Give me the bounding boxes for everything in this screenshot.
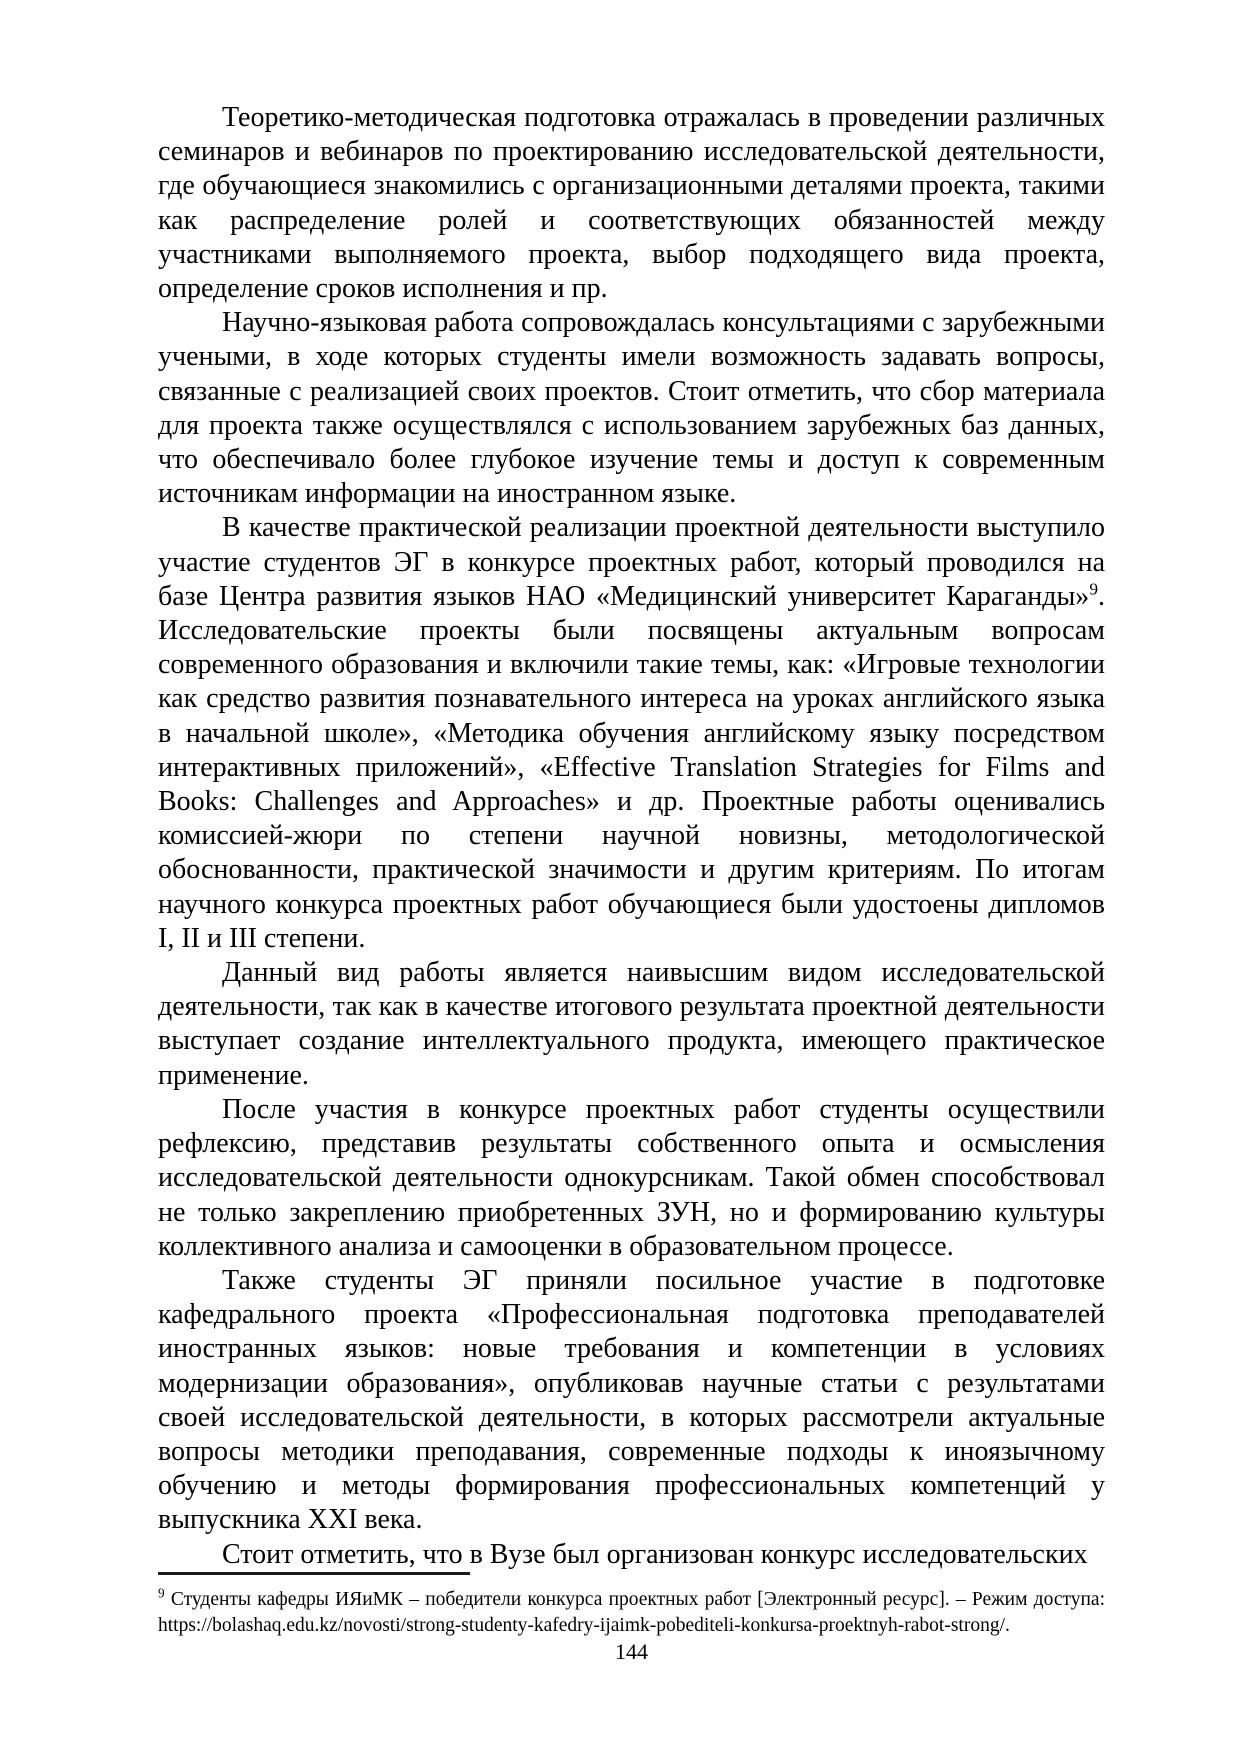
paragraph-3-text-after-ref: . Исследовательские проекты были посвящены актуальным вопросам современного образования и включили такие темы, как: «Игровые технологии как средство развития познавательного интереса на уроках английского языка в начальной школе», «Методика обучения английскому языку посредством интерактивных приложений», «Effective Translation Strategies for Films and Books: Challenges and Approaches» и др. Проектные работы оценивались комиссией-жюри по степени научной новизны, методологической обоснованности, практической значимости и другим критериям. По итогам научного конкурса проектных работ обучающиеся были удостоены дипломов I, II и III степени.: [158, 580, 1105, 954]
page-number: 144: [615, 1639, 648, 1664]
paragraph-3-text-before-ref: В качестве практической реализации проектной деятельности выступило участие студентов ЭГ в конкурсе проектных работ, который проводился на базе Центра развития языков НАО «Медицинский университет Караганды»: [158, 512, 1105, 612]
paragraph-2: Научно-языковая работа сопровождалась консультациями с зарубежными учеными, в ходе которых студенты имели возможность задавать вопросы, связанные с реализацией своих проектов. Стоит отметить, что сбор материала для проекта также осуществлялся с использованием зарубежных баз данных, что обеспечивало более глубокое изучение темы и доступ к современным источникам информации на иностранном языке.: [158, 307, 1105, 510]
paragraph-7: Стоит отметить, что в Вузе был организован конкурс исследовательских: [222, 1538, 1088, 1570]
paragraph-3: [158, 511, 1105, 956]
footnote-block: [158, 1572, 1105, 1638]
paragraph-5: После участия в конкурсе проектных работ студенты осуществили рефлексию, представив результаты собственного опыта и осмысления исследовательской деятельности однокурсникам. Такой обмен способствовал не только закреплению приобретенных ЗУН, но и формированию культуры коллективного анализа и самооценки в образовательном процессе.: [158, 1093, 1105, 1262]
footnote-reference: 9: [1089, 579, 1098, 599]
footnote-text: Студенты кафедры ИЯиМК – победители конкурса проектных работ [Электронный ресурс]. – Режим доступа: https://bolashaq.edu.kz/novosti/strong-studenty-kafedry-ijaimk-pobediteli-konkursa-proektnyh-rabot-strong/.: [158, 1589, 1105, 1636]
paragraph-6: Также студенты ЭГ приняли посильное участие в подготовке кафедрального проекта «Профессиональная подготовка преподавателей иностранных языков: новые требования и компетенции в условиях модернизации образования», опубликовав научные статьи с результатами своей исследовательской деятельности, в которых рассмотрели актуальные вопросы методики преподавания, современные подходы к иноязычному обучению и методы формирования профессиональных компетенций у выпускника XXI века.: [158, 1264, 1105, 1536]
paragraph-4: Данный вид работы является наивысшим видом исследовательской деятельности, так как в качестве итогового результата проектной деятельности выступает создание интеллектуального продукта, имеющего практическое применение.: [158, 957, 1105, 1091]
footnote-marker: 9: [158, 1585, 165, 1601]
body-text: [158, 101, 1105, 1572]
footnote-separator: [158, 1572, 470, 1575]
paragraph-1: Теоретико-методическая подготовка отражалась в проведении различных семинаров и вебинаров по проектированию исследовательской деятельности, где обучающиеся знакомились с организационными деталями проекта, такими как распределение ролей и соответствующих обязанностей между участниками выполняемого проекта, выбор подходящего вида проекта, определение сроков исполнения и пр.: [158, 102, 1105, 305]
footnote: [158, 1587, 1105, 1638]
